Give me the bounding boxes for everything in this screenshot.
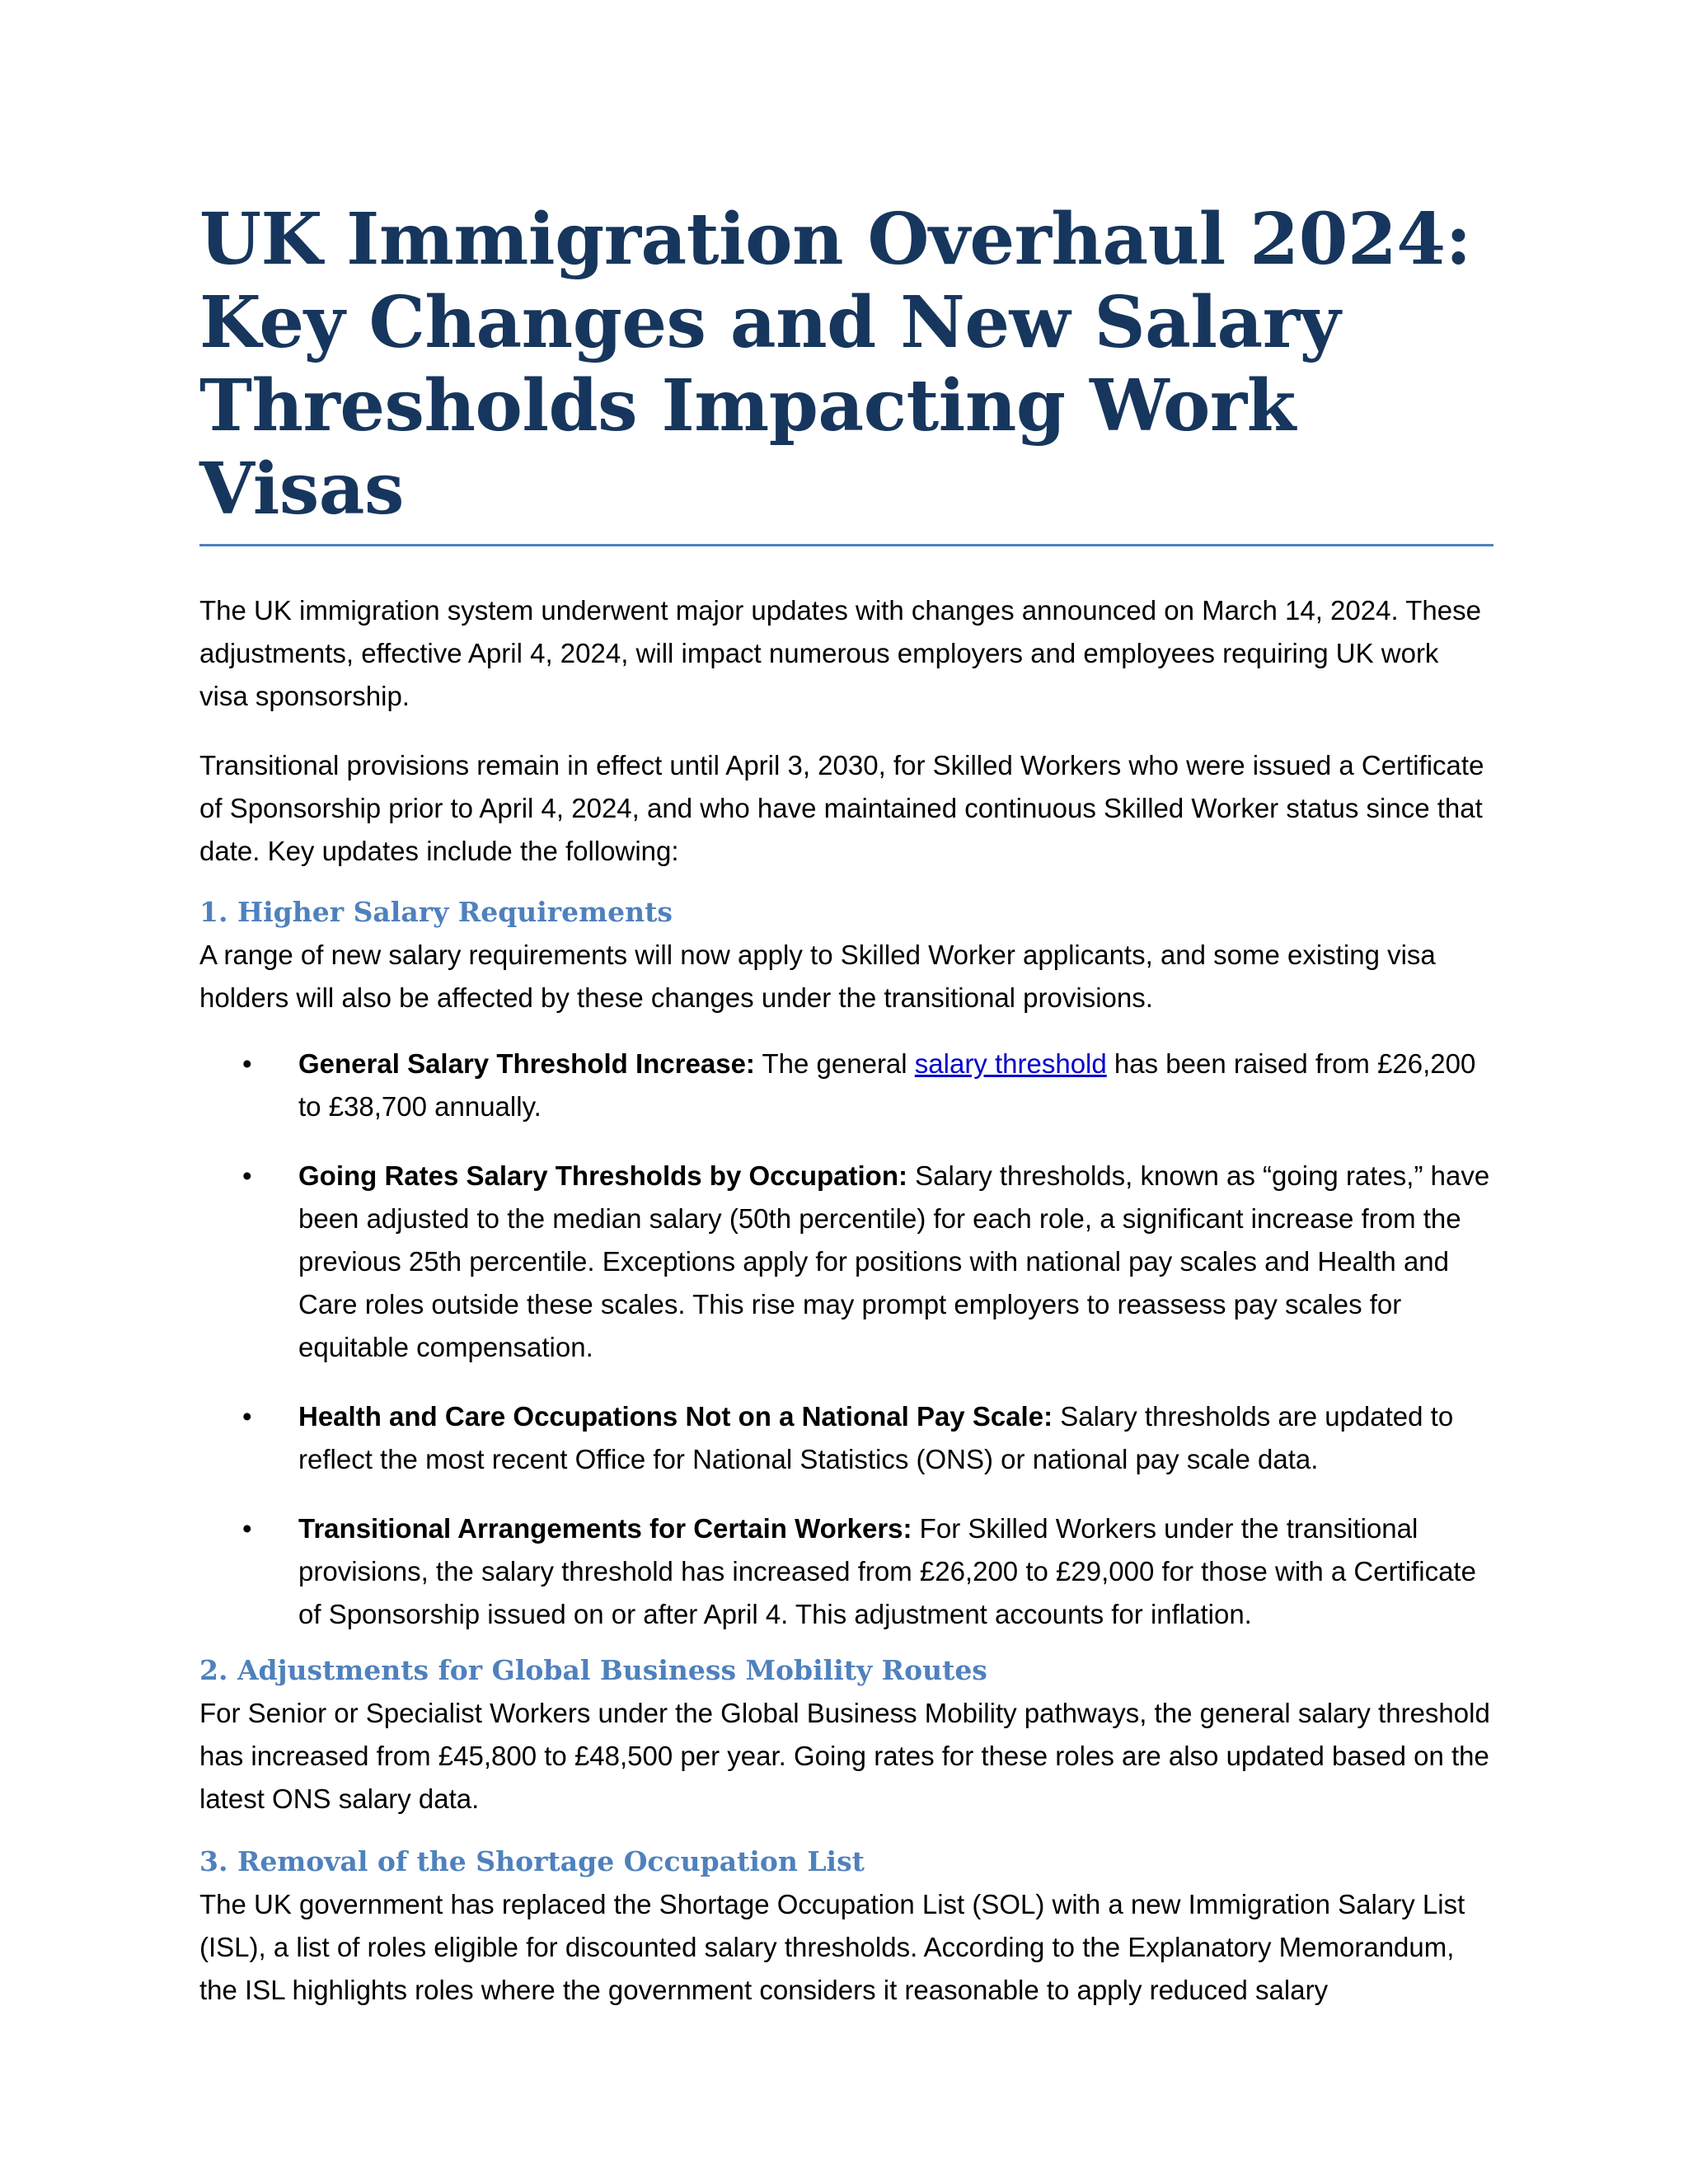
bullet-lead: Health and Care Occupations Not on a National Pay Scale: [298,1401,1053,1432]
bullet-lead: Going Rates Salary Thresholds by Occupation: [298,1160,907,1191]
bullet-item-health-care [199,1395,1493,1481]
document-page [199,198,1493,2012]
bullet-icon: • [242,1513,252,1544]
bullet-item-transitional [199,1507,1493,1636]
section-2-paragraph: For Senior or Specialist Workers under the Global Business Mobility pathways, the general salary threshold has increased from £45,800 to £48,500 per year. Going rates for these roles are also updated based on the latest ONS salary data. [199,1698,1490,1814]
bullet-item-general-threshold [199,1043,1493,1128]
salary-threshold-link[interactable]: salary threshold [914,1048,1107,1079]
section-3-paragraph: The UK government has replaced the Shortage Occupation List (SOL) with a new Immigration Salary List (ISL), a list of roles eligible for discounted salary thresholds. According to the Explanatory Memorandum, the ISL highlights roles where the government considers it reasonable to apply reduced salary [199,1889,1465,2005]
bullet-text: has been raised from £26,200 to £38,700 annually. [298,1048,1476,1122]
bullet-text: Salary thresholds are updated to reflect the most recent Office for National Statistics (ONS) or national pay scale data. [298,1401,1454,1474]
bullet-text: The general [754,1048,915,1079]
section-1-paragraph: A range of new salary requirements will now apply to Skilled Worker applicants, and some existing visa holders will also be affected by these changes under the transitional provisions. [199,940,1436,1013]
document-title: UK Immigration Overhaul 2024: Key Changes and New Salary Thresholds Impacting Work Visas [199,198,1493,546]
intro-paragraph-2: Transitional provisions remain in effect until April 3, 2030, for Skilled Workers who were issued a Certificate of Sponsorship prior to April 4, 2024, and who have maintained continuous Skilled Worker status since that date. Key updates include the following: [199,750,1484,866]
bullet-item-going-rates [199,1155,1493,1369]
section-1-bullet-list [199,1043,1493,1636]
bullet-lead: General Salary Threshold Increase: [298,1048,755,1079]
section-3-heading: 3. Removal of the Shortage Occupation List [199,1845,865,1877]
bullet-icon: • [242,1160,252,1191]
bullet-text: Salary thresholds, known as “going rates,” have been adjusted to the median salary (50th percentile) for each role, a significant increase from the previous 25th percentile. Exceptions apply for positions with national pay scales and Health and Care roles outside these scales. This rise may prompt employers to reassess pay scales for equitable compensation. [298,1160,1490,1362]
section-1-heading: 1. Higher Salary Requirements [199,896,673,928]
bullet-lead: Transitional Arrangements for Certain Workers: [298,1513,912,1544]
intro-paragraph-1: The UK immigration system underwent major updates with changes announced on March 14, 2024. These adjustments, effective April 4, 2024, will impact numerous employers and employees requiring UK work visa sponsorship. [199,595,1481,711]
bullet-text: For Skilled Workers under the transitional provisions, the salary threshold has increased from £26,200 to £29,000 for those with a Certificate of Sponsorship issued on or after April 4. This adjustment accounts for inflation. [298,1513,1476,1629]
bullet-icon: • [242,1048,252,1079]
bullet-icon: • [242,1401,252,1432]
section-2-heading: 2. Adjustments for Global Business Mobility Routes [199,1654,987,1686]
